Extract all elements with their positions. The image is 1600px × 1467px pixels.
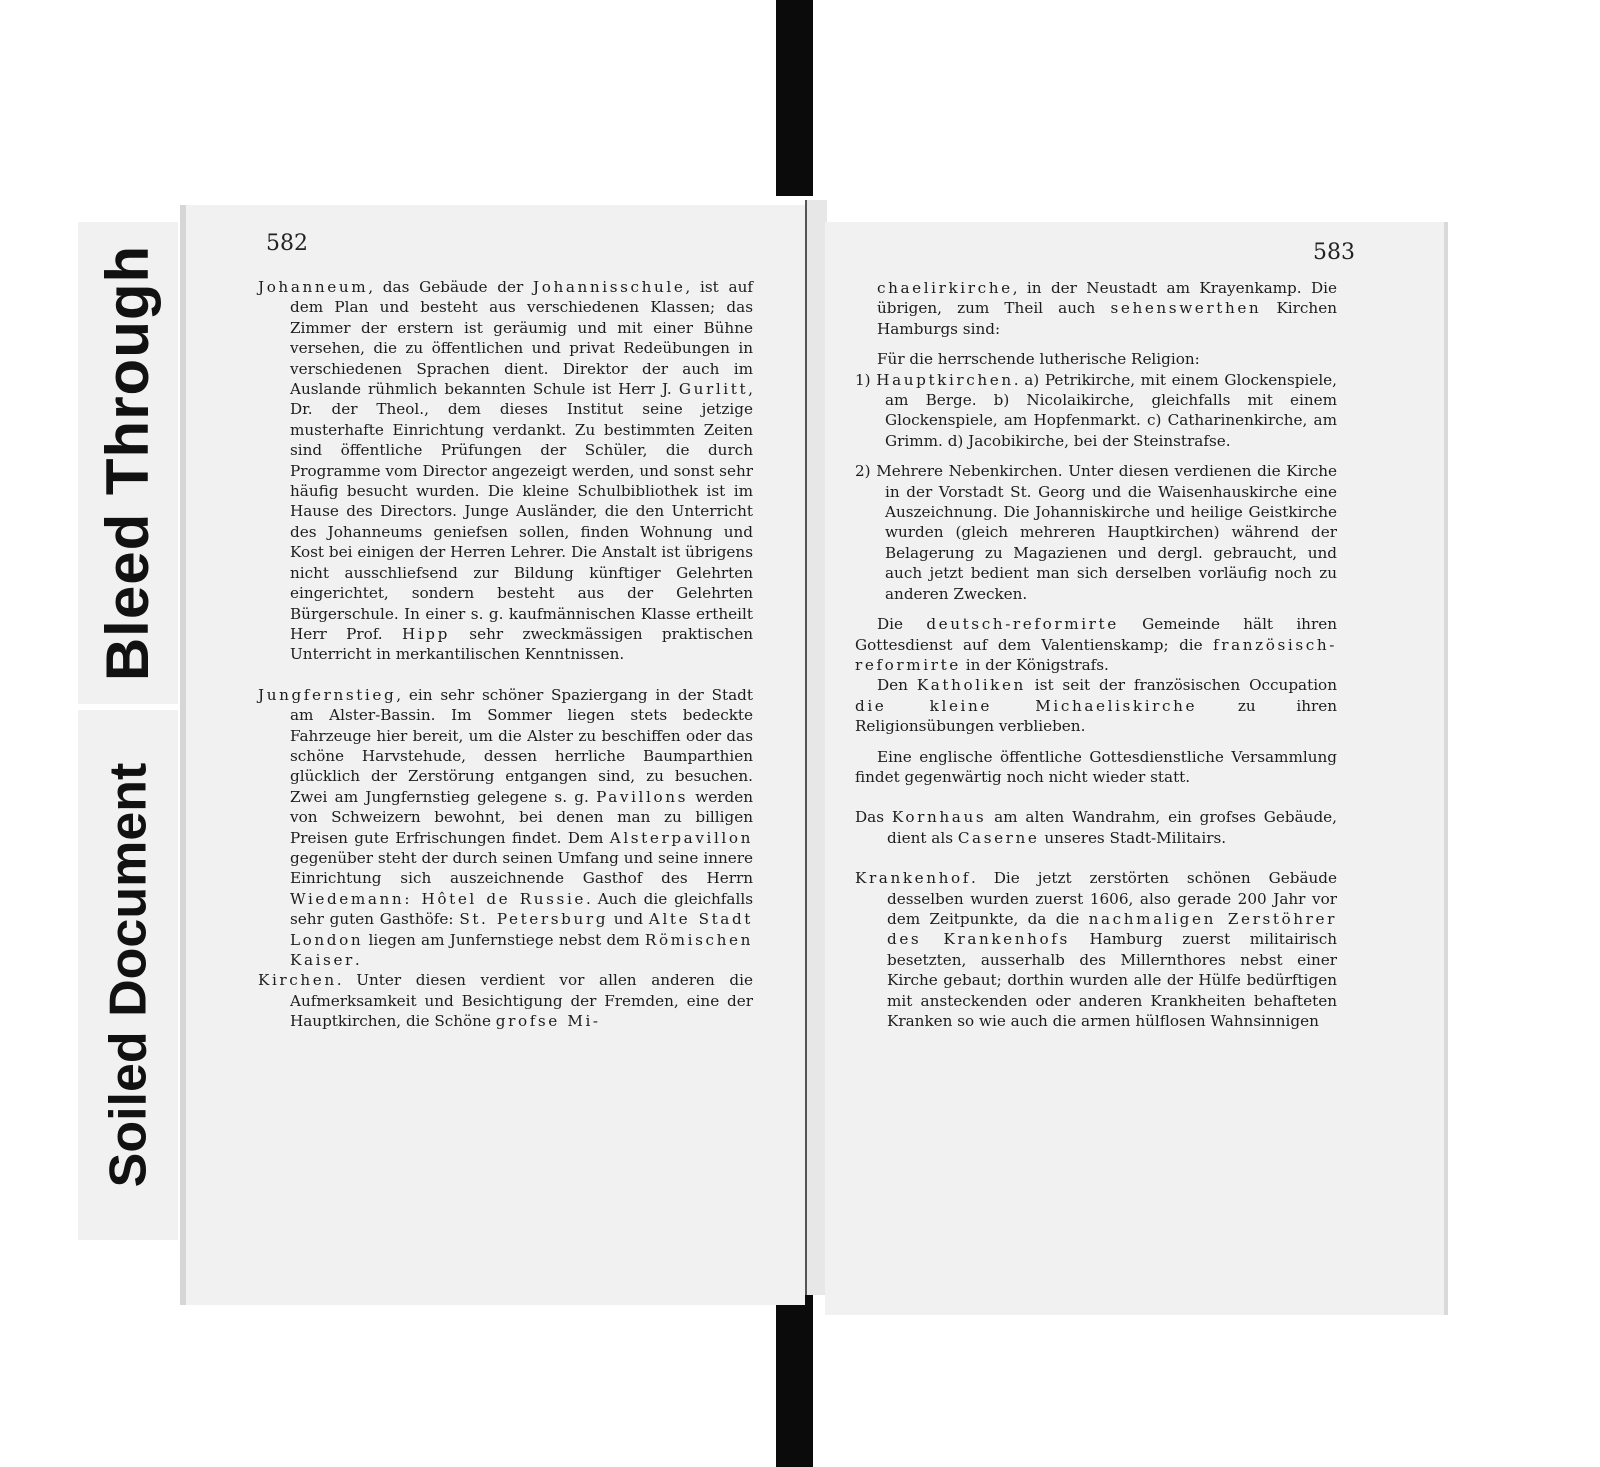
list-item-hauptkirchen: 1) Hauptkirchen. a) Petrikirche, mit einem Glockenspiele, am Berge. b) Nicolaikirche, gleichfalls mit einem Glockenspiele, am Hopfenmarkt. c) Catharinenkirche, am Grimm. d) Jacobikirche, bei der Steinstrafse. xyxy=(855,370,1337,450)
bleed-through-label xyxy=(78,222,178,704)
soiled-document-label xyxy=(78,710,178,1240)
entry-kirchen-continued: chaelirkirche, in der Neustadt am Krayenkamp. Die übrigen, zum Theil auch sehenswerthen Kirchen Hamburgs sind: xyxy=(877,279,1337,338)
paragraph-english: Eine englische öffentliche Gottesdienstliche Versammlung findet gegenwärtig noch nicht wieder statt. xyxy=(855,747,1337,786)
binding-strap-top xyxy=(776,0,813,196)
headword-johanneum: Johanneum xyxy=(258,278,369,296)
paragraph-reformed: Die deutsch-reformirte Gemeinde hält ihren Gottesdienst auf dem Valentienskamp; die französisch-reformirte in der Königstrafs. xyxy=(855,615,1337,674)
religion-intro: Für die herrschende lutherische Religion: xyxy=(877,350,1200,369)
paragraph-catholic: Den Katholiken ist seit der französischen Occupation die kleine Michaeliskirche zu ihren Religionsübungen verblieben. xyxy=(855,676,1338,736)
book-gutter xyxy=(805,200,827,1295)
right-page xyxy=(825,222,1448,1315)
page-number-right: 583 xyxy=(1313,240,1355,265)
list-marker: 2) xyxy=(855,462,871,481)
list-item-nebenkirchen: 2) Mehrere Nebenkirchen. Unter diesen verdienen die Kirche in der Vorstadt St. Georg und die Waisenhauskirche eine Auszeichnung. Die Johanniskirche und heilige Geistkirche wurden (gleich mehreren Hauptkirchen) während der Belagerung zu Magazienen und dergl. gebraucht, und auch jetzt bedient man sich derselben vorläufig noch zu anderen Zwecken. xyxy=(855,462,1338,603)
headword-kirchen: Kirchen xyxy=(258,971,337,990)
right-page-text xyxy=(855,278,1337,1031)
headword-krankenhof: Krankenhof xyxy=(855,869,971,888)
entry-kornhaus: Das Kornhaus am alten Wandrahm, ein grofses Gebäude, dient als Caserne unseres Stadt-Militairs. xyxy=(855,808,1337,847)
soiled-document-label-text: Soiled Document xyxy=(99,762,157,1188)
page-number-left: 582 xyxy=(266,231,308,256)
binding-strap-bottom xyxy=(776,1290,813,1467)
headword-jungfernstieg: Jungfernstieg xyxy=(258,685,397,704)
headword-kornhaus: Kornhaus xyxy=(891,808,987,827)
left-page xyxy=(180,205,805,1305)
left-page-text xyxy=(258,277,753,1032)
entry-kirchen: Kirchen. Unter diesen verdient vor allen anderen die Aufmerksamkeit und Besichtigung der Fremden, eine der Hauptkirchen, die Schöne grofse Mi- xyxy=(258,971,753,1031)
entry-johanneum: Johanneum, das Gebäude der Johannisschule, ist auf dem Plan und besteht aus verschiedenen Klassen; das Zimmer der erstern ist geräumig und mit einer Bühne versehen, die zu öffentlichen und privat Redeübungen in verschiedenen Sprachen dient. Direktor der auch im Auslande rühmlich bekannten Schule ist Herr J. Gurlitt, Dr. der Theol., dem dieses Institut seine jetzige musterhafte Einrichtung verdankt. Zu bestimmten Zeiten sind öffentliche Prüfungen der Schüler, die durch Programme vom Director angezeigt werden, und sonst sehr häufig besucht wurden. Die kleine Schulbibliothek ist im Hause des Directors. Junge Ausländer, die den Unterricht des Johanneums geniefsen sollen, finden Wohnung und Kost bei einigen der Herren Lehrer. Die Anstalt ist übrigens nicht ausschliefsend zur Bildung künftiger Gelehrten eingerichtet, sondern besteht aus der Gelehrten Bürgerschule. In einer s. g. kaufmännischen Klasse ertheilt Herr Prof. Hipp sehr zweckmässigen praktischen Unterricht in merkantilischen Kenntnissen. xyxy=(258,278,753,664)
entry-jungfernstieg: Jungfernstieg, ein sehr schöner Spaziergang in der Stadt am Alster-Bassin. Im Sommer liegen stets bedeckte Fahrzeuge hier bereit, um die Alster zu beschiffen oder das schöne Harvstehude, dessen herrliche Baumparthien glücklich der Zerstörung entgangen sind, zu besuchen. Zwei am Jungfernstieg gelegene s. g. Pavillons werden von Schweizern bewohnt, bei denen man zu billigen Preisen gute Erfrischungen findet. Dem Alsterpavillon gegenüber steht der durch seinen Umfang und seine innere Einrichtung sich auszeichnende Gasthof des Herrn Wiedemann: Hôtel de Russie. Auch die gleichfalls sehr guten Gasthöfe: St. Petersburg und Alte Stadt London liegen am Junfernstiege nebst dem Römischen Kaiser. xyxy=(258,685,753,969)
list-marker: 1) xyxy=(855,370,871,389)
entry-krankenhof: Krankenhof. Die jetzt zerstörten schönen Gebäude desselben wurden zuerst 1606, also gerade 200 Jahr vor dem Zeitpunkte, da die nachmaligen Zerstöhrer des Krankenhofs Hamburg zuerst militairisch besetzten, ausserhalb des Millernthores nebst einer Kirche gebaut; dorthin wurden alle der Hülfe bedürftigen mit ansteckenden oder anderen Krankheiten behafteten Kranken so wie auch die armen hülflosen Wahnsinnigen xyxy=(855,869,1337,1030)
bleed-through-label-text: Bleed Through xyxy=(94,244,161,682)
